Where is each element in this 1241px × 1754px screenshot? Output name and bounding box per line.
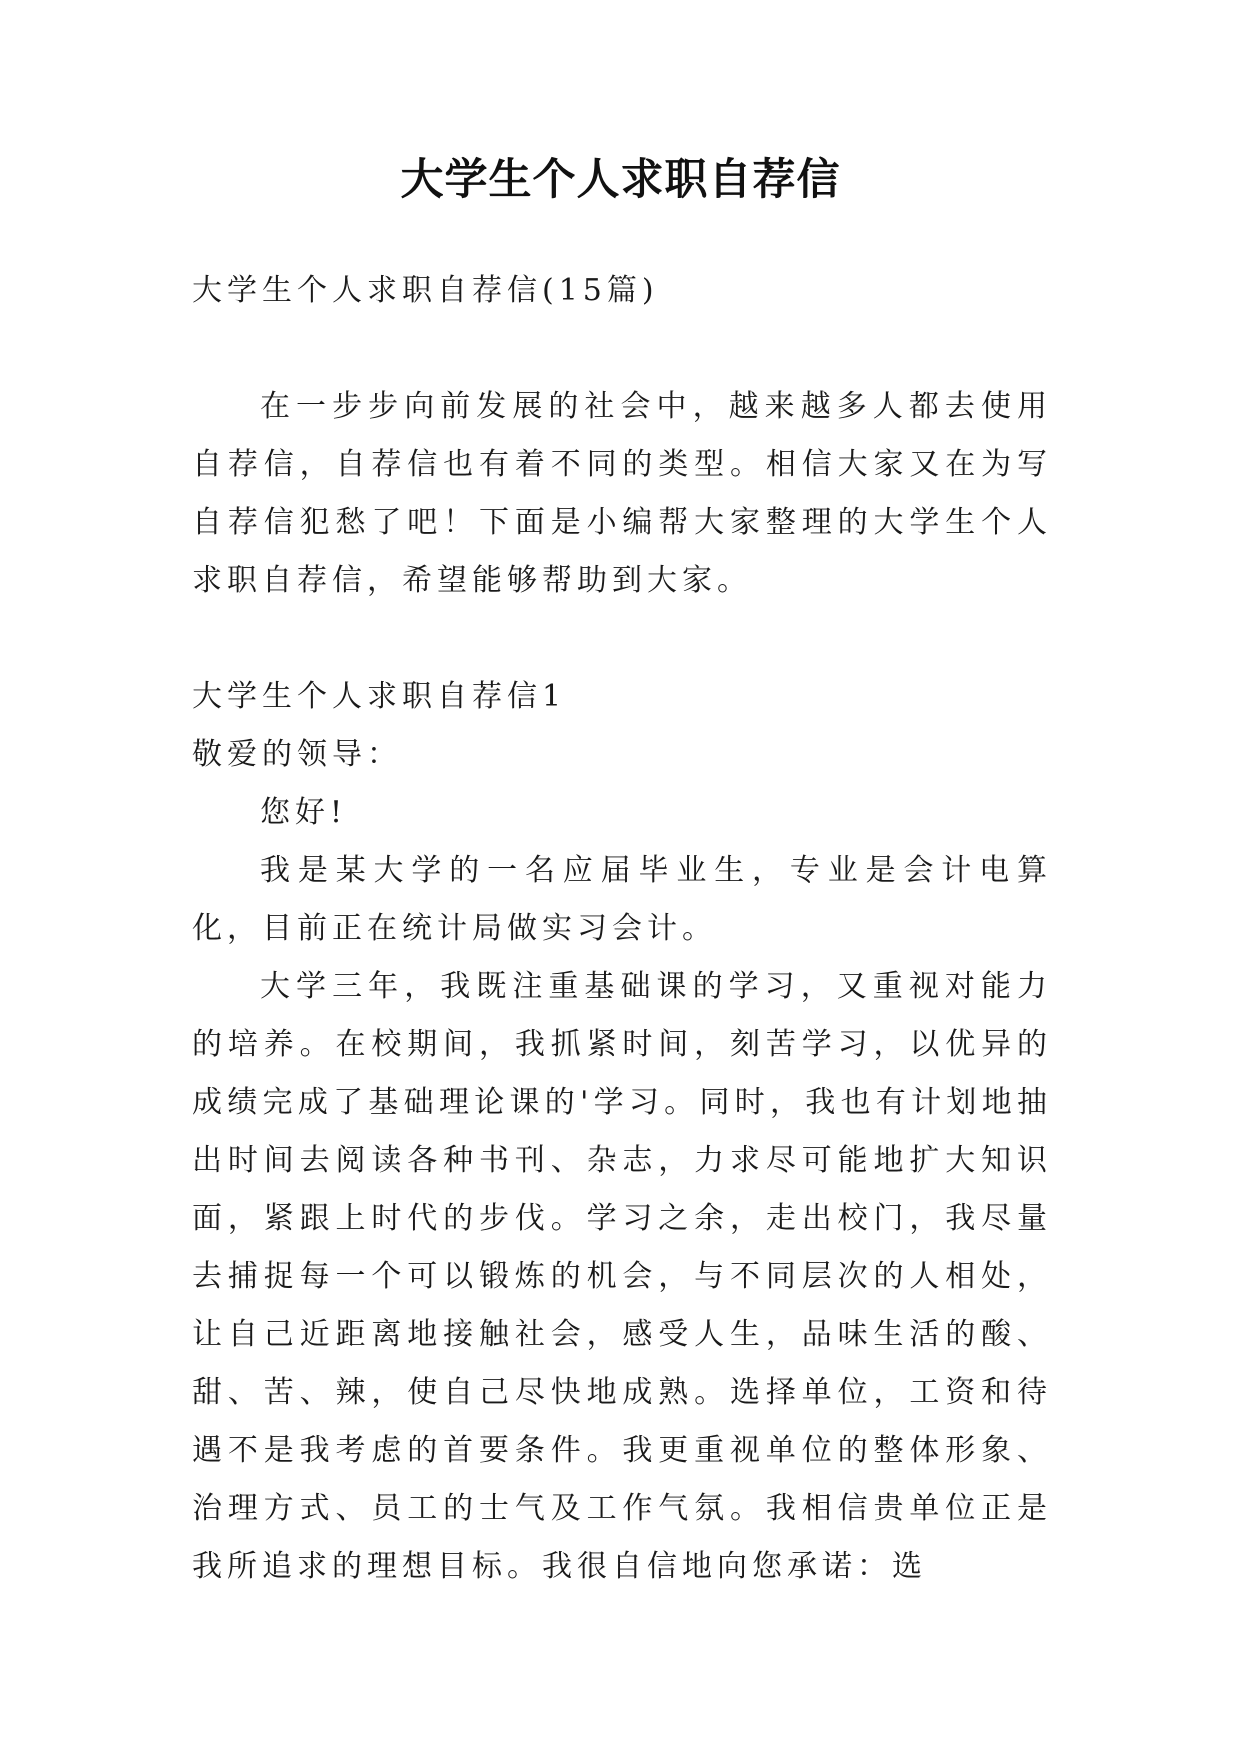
body-paragraph-2: 大学三年，我既注重基础课的学习，又重视对能力的培养。在校期间，我抓紧时间，刻苦学习，以优异的成绩完成了基础理论课的'学习。同时，我也有计划地抽出时间去阅读各种书刊、杂志，力求尽可能地扩大知识面，紧跟上时代的步伐。学习之余，走出校门，我尽量去捕捉每一个可以锻炼的机会，与不同层次的人相处，让自己近距离地接触社会，感受人生，品味生活的酸、甜、苦、辣，使自己尽快地成熟。选择单位，工资和待遇不是我考虑的首要条件。我更重视单位的整体形象、治理方式、员工的士气及工作气氛。我相信贵单位正是我所追求的理想目标。我很自信地向您承诺：选 <box>192 969 1052 1584</box>
document-title: 大学生个人求职自荐信 <box>400 155 841 205</box>
intro-paragraph: 在一步步向前发展的社会中，越来越多人都去使用自荐信，自荐信也有着不同的类型。相信大家又在为写自荐信犯愁了吧！下面是小编帮大家整理的大学生个人求职自荐信，希望能够帮助到大家。 <box>192 389 1052 598</box>
document-body <box>192 262 1052 1596</box>
section-heading: 大学生个人求职自荐信1 <box>192 679 567 714</box>
greeting: 您好! <box>260 795 348 830</box>
body-paragraph-1: 我是某大学的一名应届毕业生，专业是会计电算化，目前正在统计局做实习会计。 <box>192 853 1052 946</box>
salutation: 敬爱的领导： <box>192 737 402 772</box>
document-subtitle: 大学生个人求职自荐信(15篇) <box>192 273 659 308</box>
